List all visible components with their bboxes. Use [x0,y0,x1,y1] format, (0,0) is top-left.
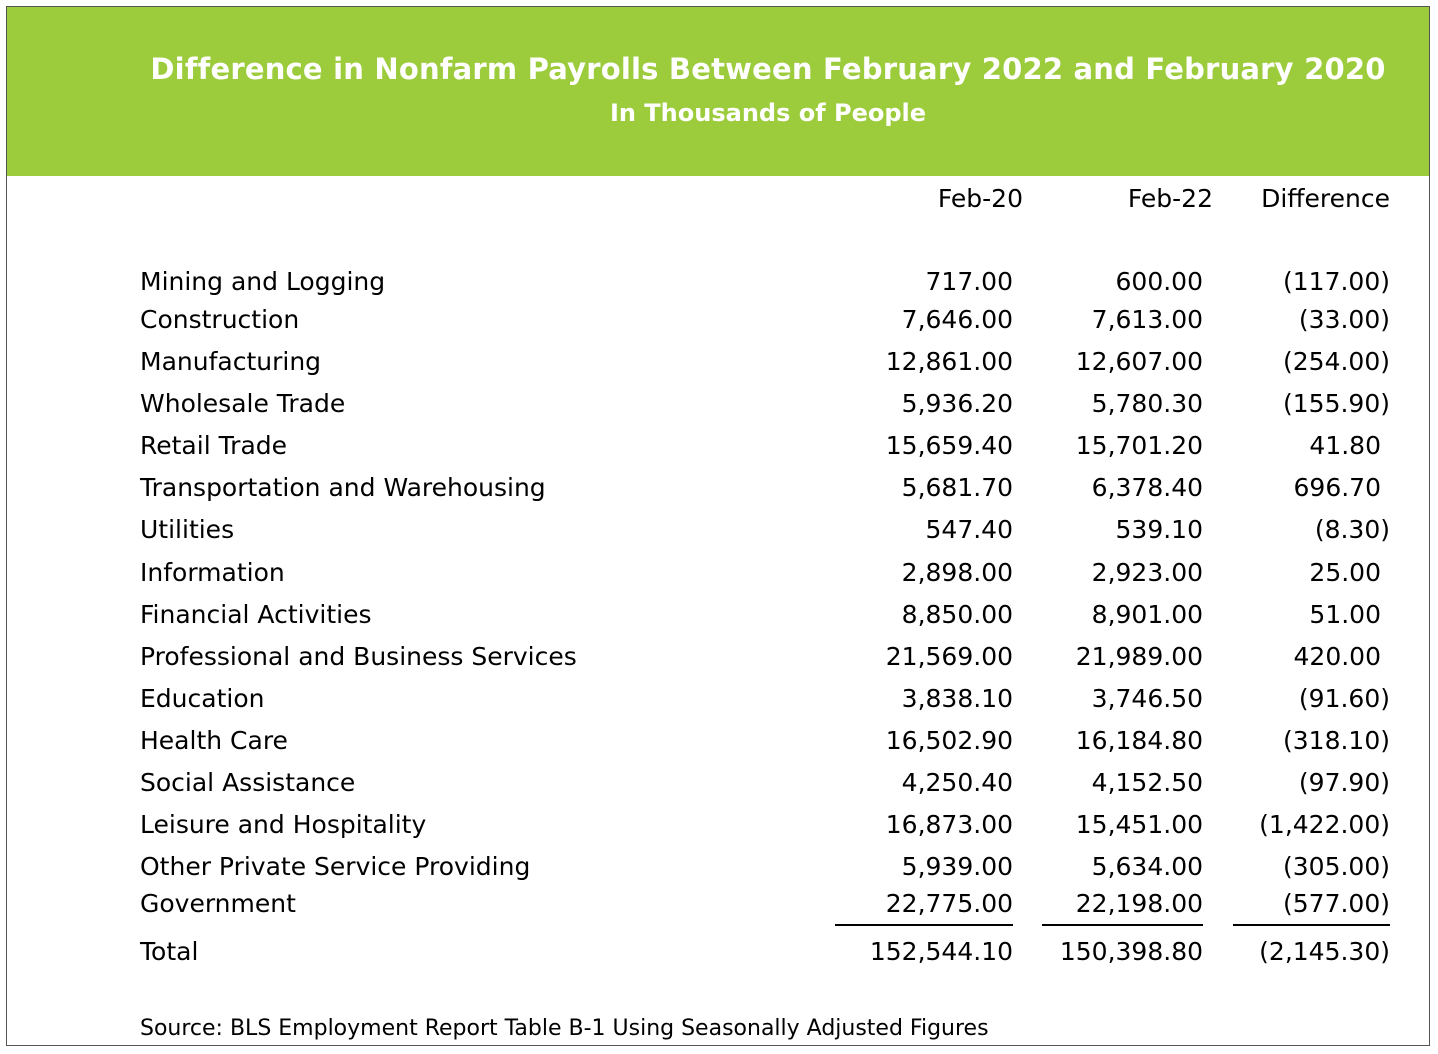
row-label: Professional and Business Services [140,642,577,671]
cell-feb-22: 2,923.00 [1091,558,1203,587]
cell-difference: (155.90) [1283,389,1390,418]
row-label: Manufacturing [140,347,322,376]
row-label: Utilities [140,515,235,544]
table-frame [6,6,1430,1046]
cell-feb-20: 12,861.00 [885,347,1013,376]
source-note: Source: BLS Employment Report Table B-1 Using Seasonally Adjusted Figures [140,1016,989,1041]
row-label: Construction [140,305,300,334]
row-label: Wholesale Trade [140,389,346,418]
cell-feb-22: 539.10 [1115,515,1203,544]
cell-feb-22: 22,198.00 [1075,889,1203,918]
cell-difference: (305.00) [1283,852,1390,881]
cell-feb-22: 12,607.00 [1075,347,1203,376]
cell-feb-20: 5,681.70 [901,473,1013,502]
subtotal-rule-difference [1233,924,1390,926]
cell-feb-22: 15,451.00 [1075,810,1203,839]
cell-feb-20: 16,873.00 [885,810,1013,839]
cell-feb-22: 16,184.80 [1075,726,1203,755]
cell-difference: 696.70 [1293,473,1381,502]
row-label: Leisure and Hospitality [140,810,427,839]
row-label: Mining and Logging [140,267,386,296]
cell-feb-22: 3,746.50 [1091,684,1203,713]
cell-difference: 41.80 [1309,431,1381,460]
cell-feb-22: 15,701.20 [1075,431,1203,460]
total-feb-20: 152,544.10 [869,937,1013,966]
row-label: Retail Trade [140,431,288,460]
cell-feb-20: 5,939.00 [901,852,1013,881]
cell-difference: 25.00 [1309,558,1381,587]
cell-difference: (91.60) [1298,684,1390,713]
column-header-difference: Difference [1261,184,1390,213]
cell-feb-20: 547.40 [925,515,1013,544]
cell-feb-22: 600.00 [1115,267,1203,296]
cell-feb-20: 21,569.00 [885,642,1013,671]
cell-feb-20: 2,898.00 [901,558,1013,587]
cell-difference: (1,422.00) [1259,810,1390,839]
cell-feb-20: 7,646.00 [901,305,1013,334]
row-label: Education [140,684,265,713]
subtotal-rule-feb-22 [1042,924,1203,926]
row-label: Other Private Service Providing [140,852,531,881]
cell-feb-20: 22,775.00 [885,889,1013,918]
cell-feb-20: 5,936.20 [901,389,1013,418]
cell-feb-22: 5,780.30 [1091,389,1203,418]
cell-feb-22: 4,152.50 [1091,768,1203,797]
cell-feb-20: 8,850.00 [901,600,1013,629]
row-label: Transportation and Warehousing [140,473,546,502]
cell-feb-20: 16,502.90 [885,726,1013,755]
cell-feb-22: 8,901.00 [1091,600,1203,629]
cell-difference: (33.00) [1298,305,1390,334]
cell-difference: 51.00 [1309,600,1381,629]
cell-feb-20: 15,659.40 [885,431,1013,460]
cell-feb-20: 717.00 [925,267,1013,296]
column-header-feb-22: Feb-22 [1127,184,1213,213]
title-banner [7,7,1429,176]
cell-feb-22: 7,613.00 [1091,305,1203,334]
chart-subtitle: In Thousands of People [609,99,927,127]
total-difference: (2,145.30) [1259,937,1390,966]
row-label: Government [140,889,296,918]
cell-difference: 420.00 [1293,642,1381,671]
column-header-feb-20: Feb-20 [937,184,1023,213]
subtotal-rule-feb-20 [835,924,1013,926]
cell-difference: (117.00) [1283,267,1390,296]
cell-difference: (577.00) [1283,889,1390,918]
cell-feb-20: 3,838.10 [901,684,1013,713]
cell-feb-22: 6,378.40 [1091,473,1203,502]
cell-feb-20: 4,250.40 [901,768,1013,797]
cell-difference: (8.30) [1314,515,1390,544]
total-label: Total [140,937,199,966]
cell-feb-22: 21,989.00 [1075,642,1203,671]
total-feb-22: 150,398.80 [1059,937,1203,966]
cell-difference: (97.90) [1298,768,1390,797]
row-label: Information [140,558,285,587]
row-label: Health Care [140,726,288,755]
cell-difference: (254.00) [1283,347,1390,376]
cell-difference: (318.10) [1283,726,1390,755]
row-label: Financial Activities [140,600,372,629]
chart-title: Difference in Nonfarm Payrolls Between February 2022 and February 2020 [150,52,1386,86]
cell-feb-22: 5,634.00 [1091,852,1203,881]
row-label: Social Assistance [140,768,356,797]
